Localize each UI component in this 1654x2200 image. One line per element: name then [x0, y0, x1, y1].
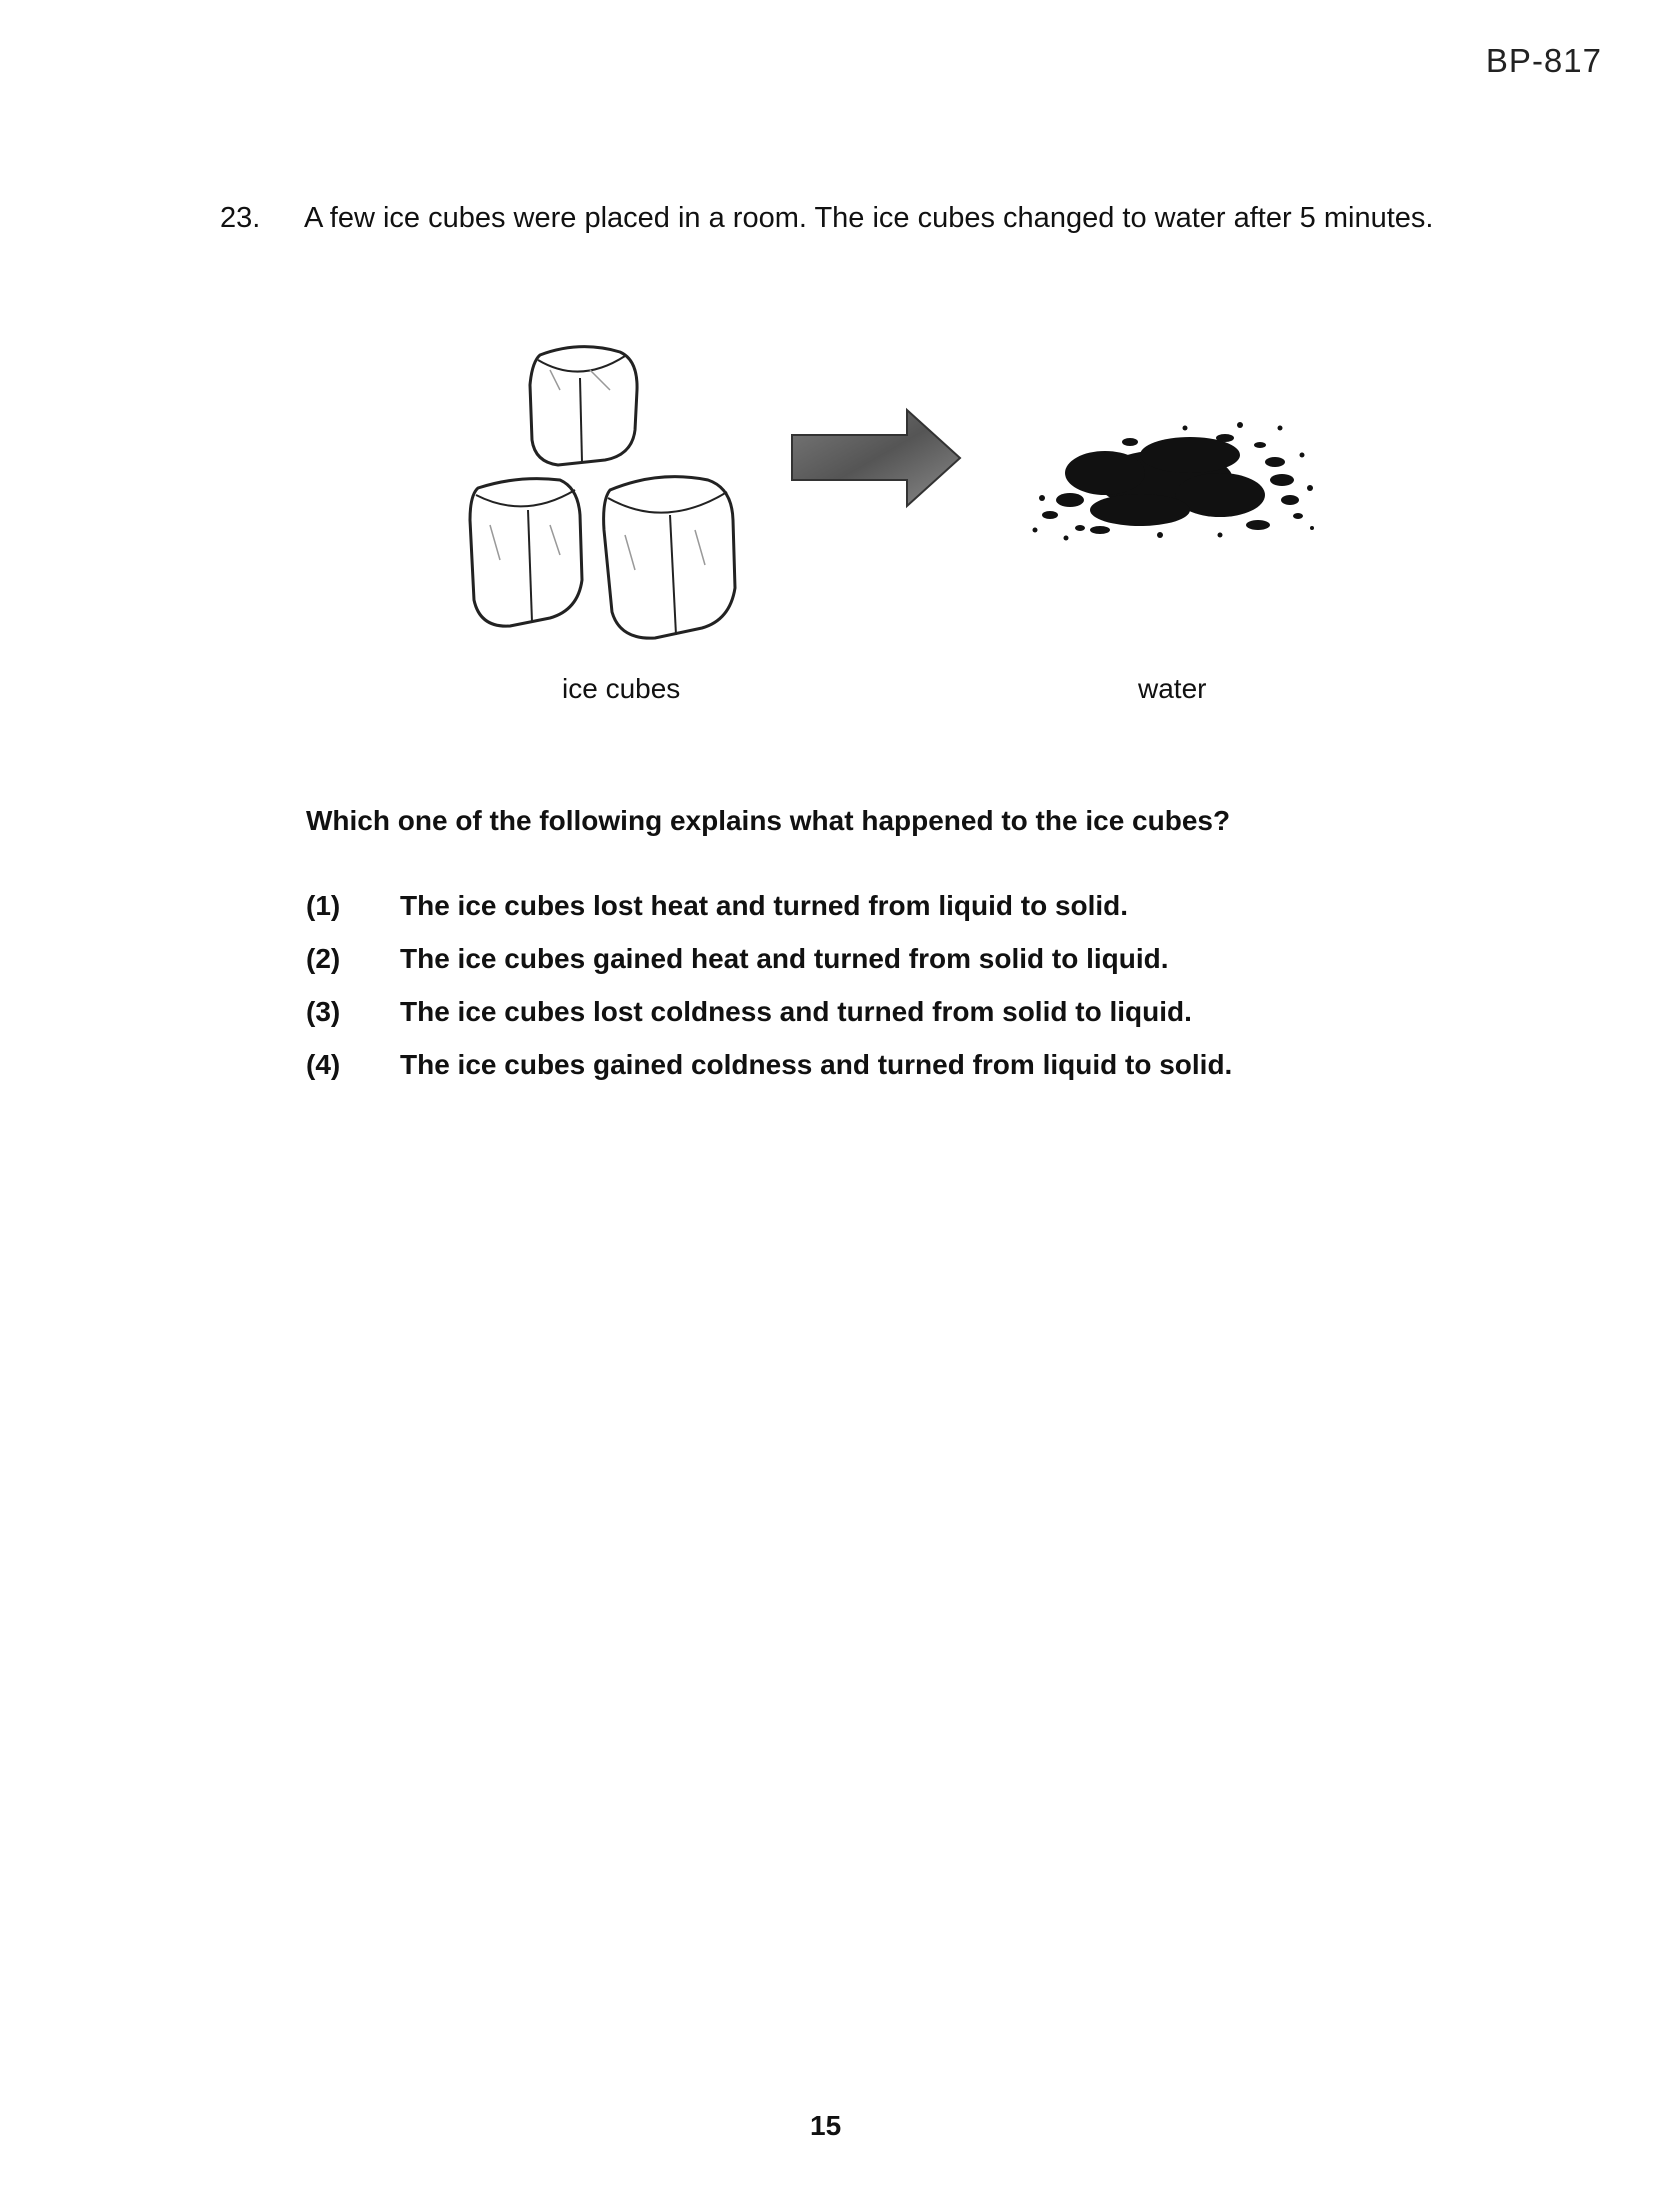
page-number: 15 — [810, 2110, 842, 2141]
page-code: BP-817 — [1485, 42, 1602, 79]
ice-cubes-caption: ice cubes — [562, 673, 681, 704]
figure-svg — [440, 330, 1340, 670]
water-caption: water — [1138, 673, 1207, 704]
option-number: (3) — [306, 996, 341, 1027]
question-prompt: Which one of the following explains what happened to the ice cubes? — [306, 805, 1231, 836]
question-number: 23. — [220, 202, 261, 234]
option-number: (1) — [306, 890, 341, 921]
option-4[interactable] — [306, 1049, 1456, 1102]
right-arrow-icon — [792, 410, 960, 506]
option-text: The ice cubes gained heat and turned from solid to liquid. — [400, 943, 1169, 974]
option-1[interactable] — [306, 890, 1456, 943]
option-number: (2) — [306, 943, 341, 974]
option-2[interactable] — [306, 943, 1456, 996]
question-text: A few ice cubes were placed in a room. The ice cubes changed to water after 5 minutes. — [304, 202, 1434, 234]
option-3[interactable] — [306, 996, 1456, 1049]
ice-melting-figure — [440, 330, 1340, 670]
answer-options — [306, 890, 1456, 1102]
ice-cubes-illustration — [470, 347, 735, 638]
option-number: (4) — [306, 1049, 341, 1080]
option-text: The ice cubes gained coldness and turned from liquid to solid. — [400, 1049, 1233, 1080]
option-text: The ice cubes lost heat and turned from liquid to solid. — [400, 890, 1129, 921]
water-puddle-illustration — [1033, 422, 1315, 541]
option-text: The ice cubes lost coldness and turned from solid to liquid. — [400, 996, 1192, 1027]
